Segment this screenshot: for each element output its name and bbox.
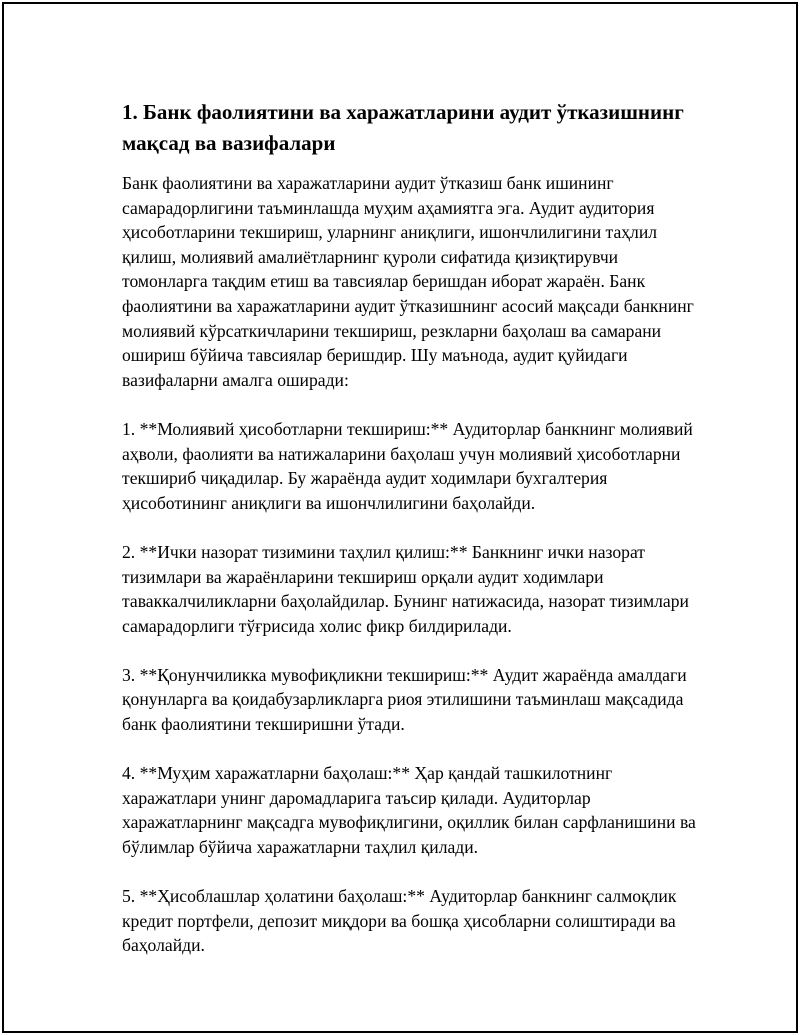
page-frame bbox=[2, 2, 798, 1033]
task-item-2: 2. **Ички назорат тизимини таҳлил қилиш:** Банкнинг ички назорат тизимлари ва жараёнларини текшириш орқали аудит ходимлари таваккалчиликларни баҳолайдилар. Бунинг натижасида, назорат тизимлари самарадорлиги тўғрисида холис фикр билдирилади. bbox=[122, 541, 689, 636]
section-heading: 1. Банк фаолиятини ва харажатларини аудит ўтказишнинг мақсад ва вазифалари bbox=[122, 100, 684, 155]
document-body bbox=[122, 97, 702, 958]
task-item-4: 4. **Муҳим харажатларни баҳолаш:** Ҳар қандай ташкилотнинг харажатлари унинг даромадларига таъсир қилади. Аудиторлар харажатларнинг мақсадга мувофиқлигини, оқиллик билан сарфланишини ва бўлимлар бўйича харажатларни таҳлил қилади. bbox=[122, 763, 696, 858]
task-item-3: 3. **Қонунчиликка мувофиқликни текшириш:** Аудит жараёнда амалдаги қонунларга ва қоидабузарликларга риоя этилишини таъминлаш мақсадида банк фаолиятини текширишни ўтади. bbox=[122, 664, 687, 735]
task-item-5: 5. **Ҳисоблашлар ҳолатини баҳолаш:** Аудиторлар банкнинг салмоқлик кредит портфели, депозит миқдори ва бошқа ҳисобларни солиштиради ва баҳолайди. bbox=[122, 886, 677, 956]
intro-paragraph: Банк фаолиятини ва харажатларини аудит ўтказиш банк ишининг самарадорлигини таъминлашда муҳим аҳамиятга эга. Аудит аудитория ҳисоботларини текшириш, уларнинг аниқлиги, ишончлилигини таҳлил қилиш, молиявий амалиётларнинг қуроли сифатида қизиқтирувчи томонларга тақдим етиш ва тавсиялар беришдан иборат жараён. Банк фаолиятини ва харажатларини аудит ўтказишнинг асосий мақсади банкнинг молиявий кўрсаткичларини текшириш, резкларни баҳолаш ва самарани ошириш бўйича тавсиялар беришдир. Шу маънода, аудит қуйидаги вазифаларни амалга оширади: bbox=[122, 173, 694, 390]
task-item-1: 1. **Молиявий ҳисоботларни текшириш:** Аудиторлар банкнинг молиявий аҳволи, фаолияти ва натижаларини баҳолаш учун молиявий ҳисоботларни текшириб чиқадилар. Бу жараёнда аудит ходимлари бухгалтерия ҳисоботининг аниқлиги ва ишончлилигини баҳолайди. bbox=[122, 418, 693, 513]
